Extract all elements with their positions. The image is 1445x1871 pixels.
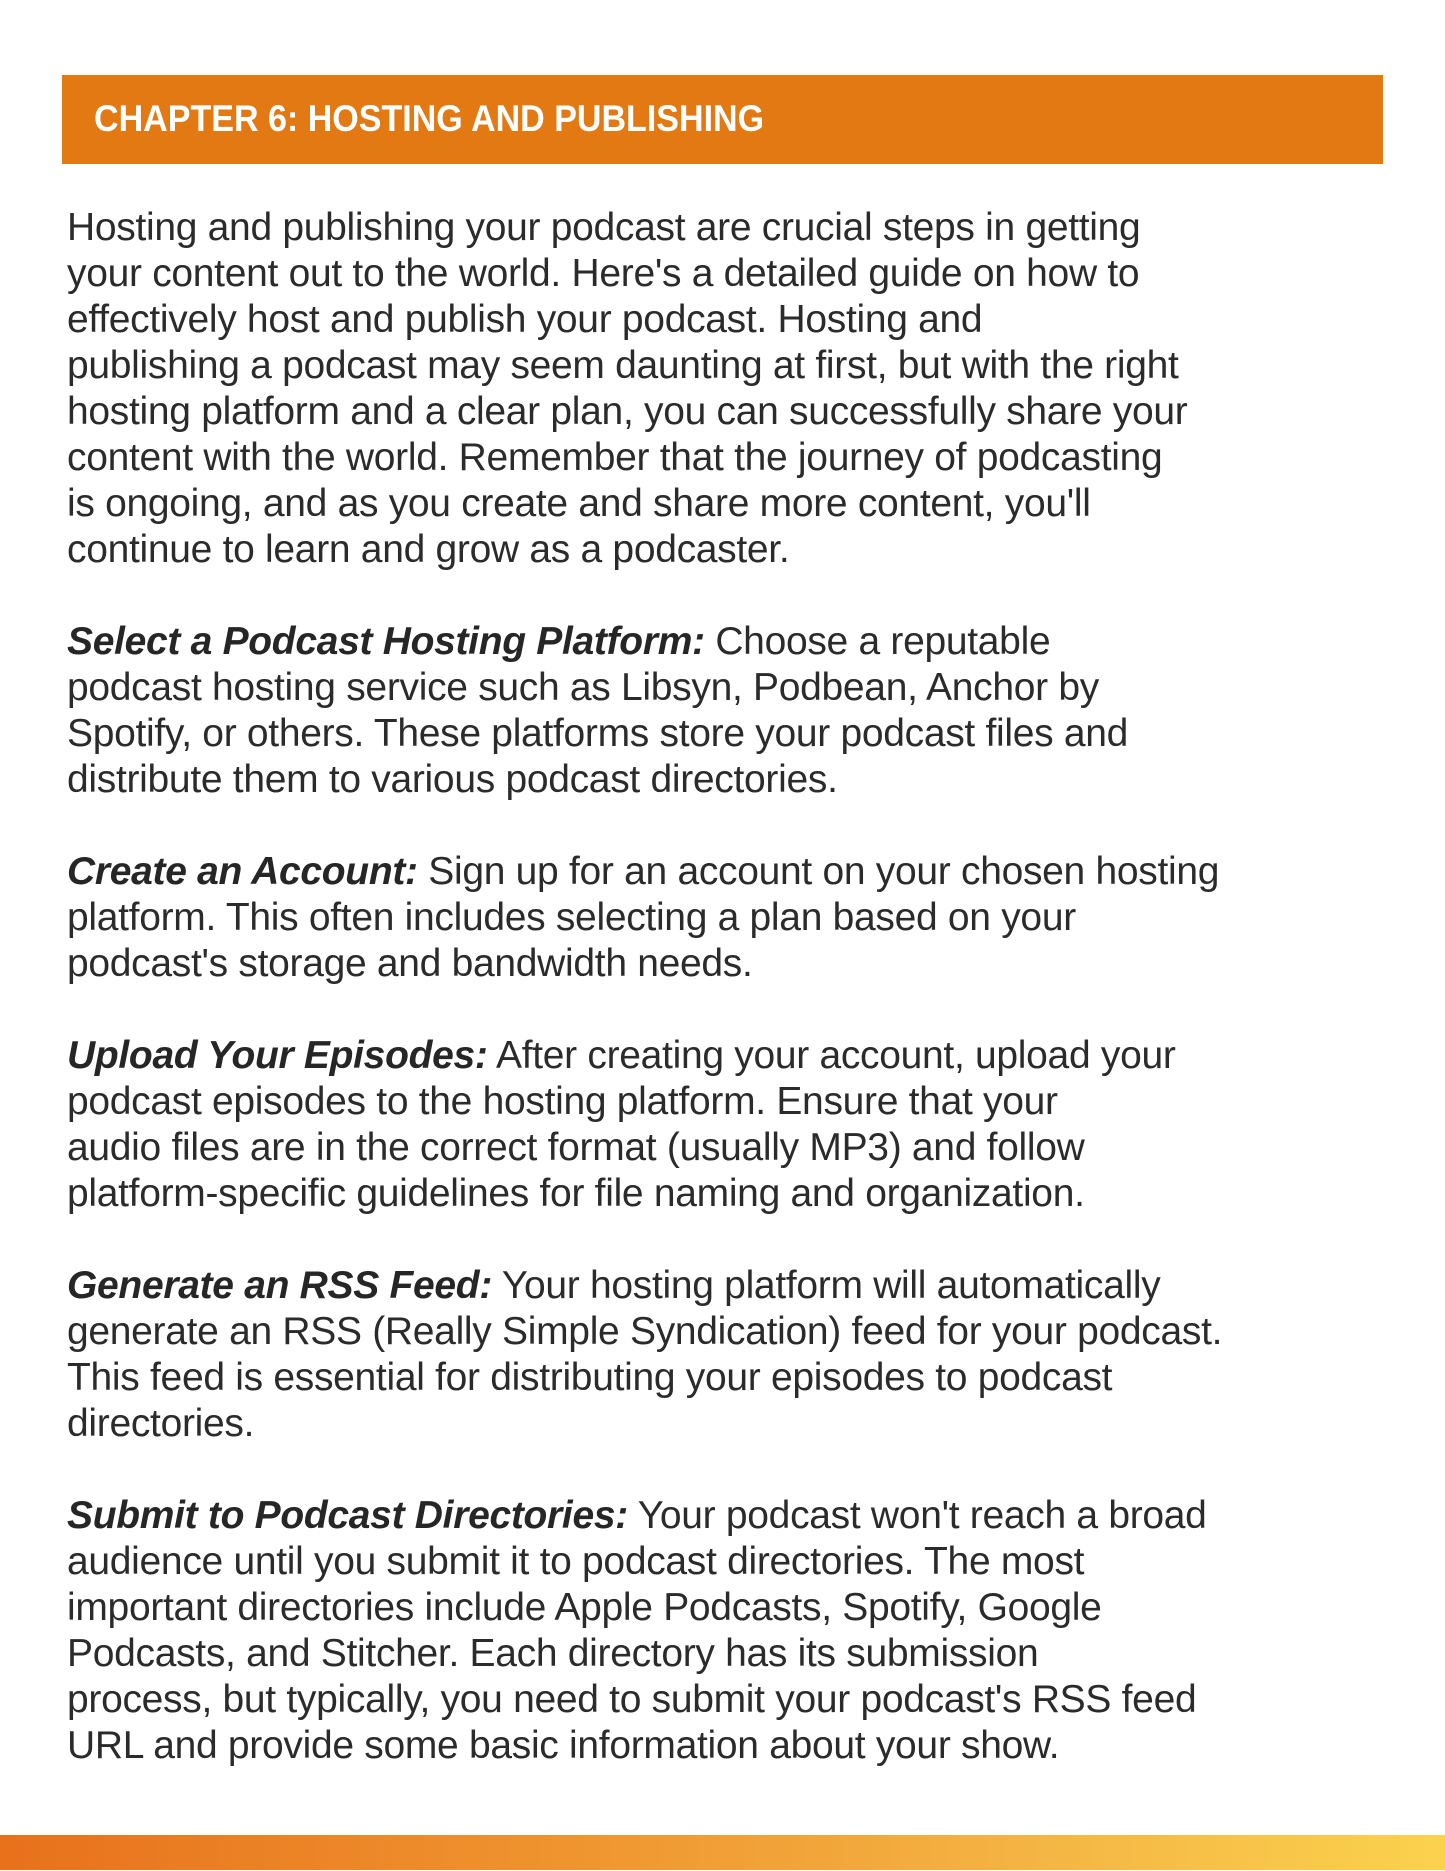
text-line: URL and provide some basic information about your show. [67, 1724, 1060, 1767]
text-line: directories. [67, 1402, 255, 1445]
text-line: hosting platform and a clear plan, you can successfully share your [67, 390, 1188, 433]
text-line [67, 1493, 1397, 1539]
section-submit-directories [67, 1493, 1397, 1769]
section-select-hosting-platform [67, 619, 1397, 803]
section-heading: Select a Podcast Hosting Platform: [67, 620, 705, 663]
text-line: Hosting and publishing your podcast are crucial steps in getting [67, 206, 1141, 249]
text-line: distribute them to various podcast directories. [67, 758, 838, 801]
section-create-account [67, 849, 1397, 987]
section-upload-episodes [67, 1033, 1397, 1217]
text-line: continue to learn and grow as a podcaster. [67, 528, 790, 571]
text-line: publishing a podcast may seem daunting at first, but with the right [67, 344, 1179, 387]
text-line: podcast's storage and bandwidth needs. [67, 942, 753, 985]
text-line: is ongoing, and as you create and share more content, you'll [67, 482, 1091, 525]
text-line: important directories include Apple Podcasts, Spotify, Google [67, 1586, 1102, 1629]
text-line [67, 1263, 1397, 1309]
text-line: platform-specific guidelines for file naming and organization. [67, 1172, 1085, 1215]
section-text: Your podcast won't reach a broad [627, 1494, 1207, 1537]
section-heading: Generate an RSS Feed: [67, 1264, 493, 1307]
text-line [67, 1033, 1397, 1079]
section-text: After creating your account, upload your [487, 1034, 1176, 1077]
text-line: effectively host and publish your podcast. Hosting and [67, 298, 983, 341]
chapter-title: CHAPTER 6: HOSTING AND PUBLISHING [94, 98, 765, 139]
section-text: Choose a reputable [704, 620, 1051, 663]
text-line: Podcasts, and Stitcher. Each directory has its submission [67, 1632, 1039, 1675]
text-line [67, 619, 1397, 665]
section-heading: Submit to Podcast Directories: [67, 1494, 628, 1537]
text-line: process, but typically, you need to submit your podcast's RSS feed [67, 1678, 1197, 1721]
section-heading: Upload Your Episodes: [67, 1034, 488, 1077]
chapter-body [67, 205, 1397, 1815]
text-line: platform. This often includes selecting a plan based on your [67, 896, 1076, 939]
section-text: Your hosting platform will automatically [492, 1264, 1161, 1307]
text-line: content with the world. Remember that the journey of podcasting [67, 436, 1163, 479]
text-line: audio files are in the correct format (usually MP3) and follow [67, 1126, 1085, 1169]
text-line: audience until you submit it to podcast directories. The most [67, 1540, 1085, 1583]
text-line: Spotify, or others. These platforms store your podcast files and [67, 712, 1129, 755]
section-heading: Create an Account: [67, 850, 418, 893]
footer-gradient-bar [0, 1835, 1445, 1870]
text-line: This feed is essential for distributing your episodes to podcast [67, 1356, 1113, 1399]
text-line [67, 849, 1397, 895]
text-line: podcast hosting service such as Libsyn, Podbean, Anchor by [67, 666, 1099, 709]
section-generate-rss-feed [67, 1263, 1397, 1447]
section-text: Sign up for an account on your chosen hosting [417, 850, 1220, 893]
text-line: generate an RSS (Really Simple Syndication) feed for your podcast. [67, 1310, 1223, 1353]
intro-paragraph [67, 205, 1397, 573]
text-line: podcast episodes to the hosting platform. Ensure that your [67, 1080, 1058, 1123]
chapter-banner [62, 75, 1383, 164]
text-line: your content out to the world. Here's a detailed guide on how to [67, 252, 1140, 295]
